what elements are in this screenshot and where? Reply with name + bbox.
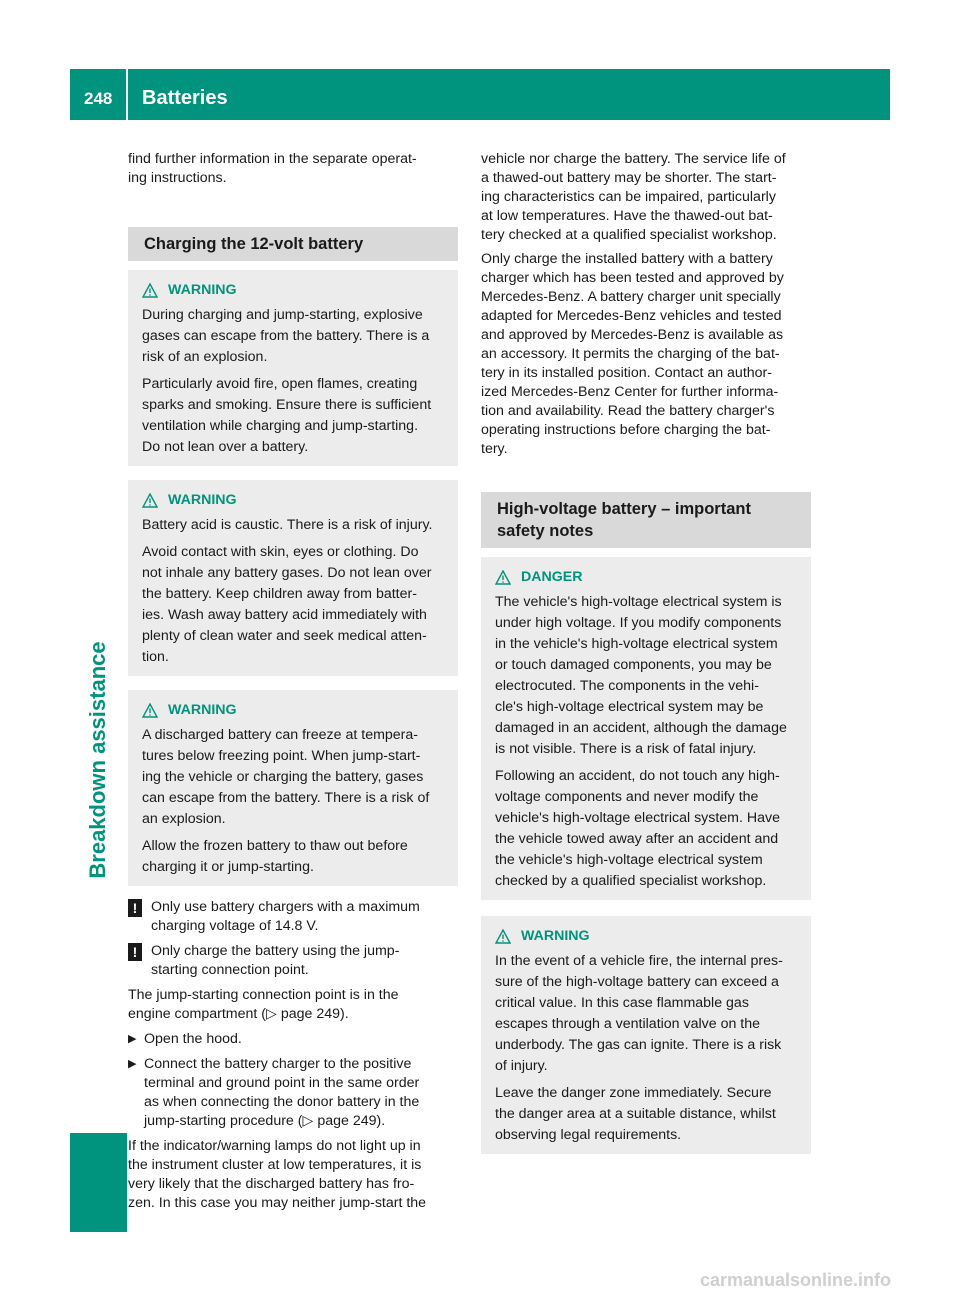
warning-title: WARNING xyxy=(168,702,237,718)
step-connect-charger xyxy=(128,1055,458,1131)
step-text: Open the hood. xyxy=(144,1031,242,1047)
right-column xyxy=(481,150,811,1154)
danger-paragraph: Following an accident, do not touch any high- voltage components and never modify the vehicle's high-voltage electrical system. Have the vehicle towed away after an accident and the vehicle's high-voltage electrical system checked by a qualified specialist workshop. xyxy=(495,768,781,889)
warning-triangle-icon xyxy=(495,929,511,944)
warning-triangle-icon xyxy=(142,283,158,298)
warning-triangle-icon xyxy=(142,703,158,718)
danger-box xyxy=(481,557,811,900)
danger-paragraph: The vehicle's high-voltage electrical system is under high voltage. If you modify components in the vehicle's high-voltage electrical system or touch damaged components, you may be electrocuted. The components in the vehi- cle's high-voltage electrical system may be damaged in an accident, although the damage is not visible. There is a risk of fatal injury. xyxy=(495,594,787,757)
warning-paragraph: Allow the frozen battery to thaw out before charging it or jump-starting. xyxy=(142,838,408,875)
warning-box-frozen xyxy=(128,690,458,886)
danger-title: DANGER xyxy=(521,569,583,585)
header-divider xyxy=(126,69,128,120)
warning-paragraph: A discharged battery can freeze at tempera- tures below freezing point. When jump-start- ing the vehicle or charging the battery, gases can escape from the battery. There is a risk of an explosion. xyxy=(142,727,430,827)
step-arrow-icon: ▶ xyxy=(128,1033,137,1045)
warning-paragraph: Battery acid is caustic. There is a risk of injury. xyxy=(142,517,433,533)
note-max-voltage xyxy=(128,898,458,936)
warning-triangle-icon xyxy=(495,570,511,585)
warning-paragraph: Particularly avoid fire, open flames, creating sparks and smoking. Ensure there is sufficient ventilation while charging and jump-starting. Do not lean over a battery. xyxy=(142,376,432,455)
charger-text: Only charge the installed battery with a battery charger which has been tested and approved by Mercedes-Benz. A battery charger unit specially adapted for Mercedes-Benz vehicles and tested and approved by Mercedes-Benz is available as an accessory. It permits the charging of the bat- tery in its installed position. Contact an author- ized Mercedes-Benz Center for further informa- tion and availability. Read the battery charger's operating instructions before charging the bat- tery. xyxy=(481,251,784,457)
warning-box-explosion xyxy=(128,270,458,466)
warning-title: WARNING xyxy=(521,928,590,944)
section-heading-charging: Charging the 12-volt battery xyxy=(128,227,458,261)
section-heading-high-voltage: High-voltage battery – important safety notes xyxy=(481,492,811,548)
step-text: Connect the battery charger to the positive terminal and ground point in the same order as when connecting the donor battery in the jump-starting procedure (▷ page 249). xyxy=(144,1056,420,1129)
page-number: 248 xyxy=(84,89,113,108)
continuation-text: vehicle nor charge the battery. The service life of a thawed-out battery may be shorter. The start- ing characteristics can be impaired, particularly at low temperatures. Have the thawed-out bat- tery checked at a qualified specialist workshop. xyxy=(481,151,786,243)
warning-paragraph: In the event of a vehicle fire, the internal pres- sure of the high-voltage battery can exceed a critical value. In this case flammable gas escapes through a ventilation valve on the underbody. The gas can ignite. There is a risk of injury. xyxy=(495,953,783,1074)
step-arrow-icon: ▶ xyxy=(128,1058,137,1070)
warning-box-fire xyxy=(481,916,811,1154)
side-tab-block xyxy=(70,1133,127,1232)
exclamation-icon: ! xyxy=(128,943,142,961)
section-title: Batteries xyxy=(142,87,228,109)
exclamation-icon: ! xyxy=(128,899,142,917)
warning-triangle-icon xyxy=(142,493,158,508)
left-column xyxy=(128,150,458,1213)
side-tab-label: Breakdown assistance xyxy=(85,641,110,879)
note-connection-point xyxy=(128,942,458,980)
note-text: Only charge the battery using the jump- starting connection point. xyxy=(151,943,400,978)
closing-text: If the indicator/warning lamps do not light up in the instrument cluster at low temperatures, it is very likely that the discharged battery has fro- zen. In this case you may neither jump-start the xyxy=(128,1138,427,1211)
step-open-hood xyxy=(128,1030,458,1049)
warning-box-acid xyxy=(128,480,458,676)
warning-paragraph: During charging and jump-starting, explosive gases can escape from the battery. There is a risk of an explosion. xyxy=(142,307,430,365)
footer-watermark: carmanualsonline.info xyxy=(700,1270,892,1290)
warning-title: WARNING xyxy=(168,282,237,298)
connection-point-text: The jump-starting connection point is in the engine compartment (▷ page 249). xyxy=(128,987,399,1022)
warning-title: WARNING xyxy=(168,492,237,508)
warning-paragraph: Leave the danger zone immediately. Secure the danger area at a suitable distance, whilst observing legal requirements. xyxy=(495,1085,776,1143)
warning-paragraph: Avoid contact with skin, eyes or clothing. Do not inhale any battery gases. Do not lean over the battery. Keep children away from batter- ies. Wash away battery acid immediately with plenty of clean water and seek medical atten- tion. xyxy=(142,544,432,665)
intro-text: find further information in the separate operat- ing instructions. xyxy=(128,151,417,186)
note-text: Only use battery chargers with a maximum charging voltage of 14.8 V. xyxy=(151,899,420,934)
